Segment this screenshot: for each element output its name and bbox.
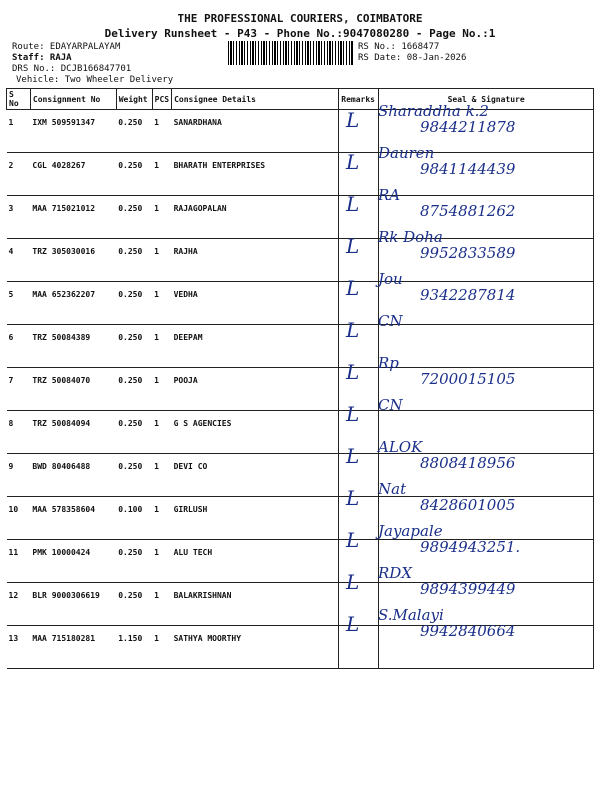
- table-row: [7, 411, 594, 454]
- signature-phone: 9342287814: [420, 286, 516, 304]
- signature-phone: 7200015105: [420, 370, 516, 388]
- row-consignee: SATHYA MOORTHY: [172, 626, 339, 669]
- row-consignment: MAA 578358604: [30, 497, 116, 540]
- signature-name: RDX: [378, 564, 412, 582]
- row-consignment: PMK 10000424: [30, 540, 116, 583]
- row-weight: 0.100: [116, 497, 152, 540]
- remark-tick: L: [346, 402, 360, 426]
- remark-tick: L: [346, 486, 360, 510]
- route-label: Route: EDAYARPALAYAM: [12, 42, 121, 52]
- row-consignee: GIRLUSH: [172, 497, 339, 540]
- table-header: [7, 89, 594, 110]
- row-consignment: TRZ 50084094: [30, 411, 116, 454]
- remark-tick: L: [346, 318, 360, 342]
- row-weight: 0.250: [116, 196, 152, 239]
- row-weight: 0.250: [116, 411, 152, 454]
- row-sno: 12: [7, 583, 31, 626]
- row-pcs: 1: [152, 153, 171, 196]
- signature-name: Nat: [378, 480, 407, 498]
- row-sno: 2: [7, 153, 31, 196]
- signature-name: Sharaddha k.2: [378, 102, 489, 120]
- runsheet-title: Delivery Runsheet - P43 - Phone No.:9047080280 - Page No.:1: [104, 27, 496, 40]
- col-pcs: PCS: [152, 89, 171, 110]
- remark-tick: L: [346, 360, 360, 384]
- row-consignment: TRZ 50084070: [30, 368, 116, 411]
- row-weight: 0.250: [116, 110, 152, 153]
- signature-phone: 8754881262: [420, 202, 516, 220]
- row-pcs: 1: [152, 282, 171, 325]
- row-consignment: CGL 4028267: [30, 153, 116, 196]
- row-consignment: IXM 509591347: [30, 110, 116, 153]
- row-consignee: RAJAGOPALAN: [172, 196, 339, 239]
- rs-date: RS Date: 08-Jan-2026: [358, 53, 467, 63]
- signature-name: CN: [378, 396, 403, 414]
- table-row: [7, 325, 594, 368]
- row-consignee: DEVI CO: [172, 454, 339, 497]
- row-sno: 13: [7, 626, 31, 669]
- row-sno: 5: [7, 282, 31, 325]
- row-weight: 0.250: [116, 153, 152, 196]
- row-pcs: 1: [152, 368, 171, 411]
- row-sno: 11: [7, 540, 31, 583]
- row-sno: 4: [7, 239, 31, 282]
- row-consignee: DEEPAM: [172, 325, 339, 368]
- row-pcs: 1: [152, 196, 171, 239]
- signature-name: Jayapale: [378, 522, 443, 540]
- row-consignment: TRZ 50084389: [30, 325, 116, 368]
- col-remarks: Remarks: [339, 89, 379, 110]
- row-pcs: 1: [152, 583, 171, 626]
- signature-phone: 9841144439: [420, 160, 516, 178]
- row-pcs: 1: [152, 540, 171, 583]
- row-consignee: SANARDHANA: [172, 110, 339, 153]
- remark-tick: L: [346, 444, 360, 468]
- col-seal: Seal & Signature: [379, 89, 594, 110]
- vehicle-label: Vehicle: Two Wheeler Delivery: [16, 75, 174, 85]
- signature-name: CN: [378, 312, 403, 330]
- rs-number: RS No.: 1668477: [358, 42, 440, 52]
- row-consignee: G S AGENCIES: [172, 411, 339, 454]
- signature-phone: 9894399449: [420, 580, 516, 598]
- row-sno: 8: [7, 411, 31, 454]
- col-details: Consignee Details: [172, 89, 339, 110]
- signature-name: S.Malayi: [378, 606, 444, 624]
- signature-name: RA: [378, 186, 401, 204]
- row-pcs: 1: [152, 626, 171, 669]
- remark-tick: L: [346, 108, 360, 132]
- row-sno: 3: [7, 196, 31, 239]
- row-sno: 7: [7, 368, 31, 411]
- signature-phone: 8808418956: [420, 454, 516, 472]
- remark-tick: L: [346, 150, 360, 174]
- row-consignment: BLR 9000306619: [30, 583, 116, 626]
- remark-tick: L: [346, 276, 360, 300]
- row-seal: [379, 325, 594, 368]
- col-sno: S No: [7, 89, 31, 110]
- row-consignment: BWD 80406488: [30, 454, 116, 497]
- signature-phone: 9894943251.: [420, 538, 521, 556]
- signature-name: ALOK: [378, 438, 423, 456]
- barcode: [228, 41, 353, 65]
- row-consignee: BALAKRISHNAN: [172, 583, 339, 626]
- signature-phone: 8428601005: [420, 496, 516, 514]
- remark-tick: L: [346, 570, 360, 594]
- row-weight: 0.250: [116, 454, 152, 497]
- row-weight: 1.150: [116, 626, 152, 669]
- row-consignee: ALU TECH: [172, 540, 339, 583]
- row-consignee: VEDHA: [172, 282, 339, 325]
- row-weight: 0.250: [116, 583, 152, 626]
- row-consignment: MAA 715180281: [30, 626, 116, 669]
- row-weight: 0.250: [116, 325, 152, 368]
- row-consignment: MAA 715021012: [30, 196, 116, 239]
- remark-tick: L: [346, 528, 360, 552]
- row-consignee: BHARATH ENTERPRISES: [172, 153, 339, 196]
- signature-phone: 9844211878: [420, 118, 516, 136]
- col-weight: Weight: [116, 89, 152, 110]
- company-title: THE PROFESSIONAL COURIERS, COIMBATORE: [177, 12, 423, 25]
- remark-tick: L: [346, 612, 360, 636]
- row-sno: 9: [7, 454, 31, 497]
- row-weight: 0.250: [116, 239, 152, 282]
- row-pcs: 1: [152, 325, 171, 368]
- signature-name: Rp: [378, 354, 399, 372]
- row-consignee: RAJHA: [172, 239, 339, 282]
- row-pcs: 1: [152, 454, 171, 497]
- row-weight: 0.250: [116, 282, 152, 325]
- row-consignment: TRZ 305030016: [30, 239, 116, 282]
- col-consignment: Consignment No: [30, 89, 116, 110]
- row-consignment: MAA 652362207: [30, 282, 116, 325]
- row-sno: 10: [7, 497, 31, 540]
- row-weight: 0.250: [116, 368, 152, 411]
- row-sno: 6: [7, 325, 31, 368]
- row-pcs: 1: [152, 497, 171, 540]
- row-weight: 0.250: [116, 540, 152, 583]
- signature-name: Dauren: [378, 144, 435, 162]
- signature-phone: 9952833589: [420, 244, 516, 262]
- signature-phone: 9942840664: [420, 622, 516, 640]
- row-pcs: 1: [152, 411, 171, 454]
- remark-tick: L: [346, 234, 360, 258]
- staff-label: Staff: RAJA: [12, 53, 72, 63]
- signature-name: Jou: [378, 270, 403, 288]
- signature-name: Rk Doha: [378, 228, 443, 246]
- drs-number: DRS No.: DCJB166847701: [12, 64, 132, 74]
- row-pcs: 1: [152, 239, 171, 282]
- remark-tick: L: [346, 192, 360, 216]
- row-sno: 1: [7, 110, 31, 153]
- row-pcs: 1: [152, 110, 171, 153]
- row-consignee: POOJA: [172, 368, 339, 411]
